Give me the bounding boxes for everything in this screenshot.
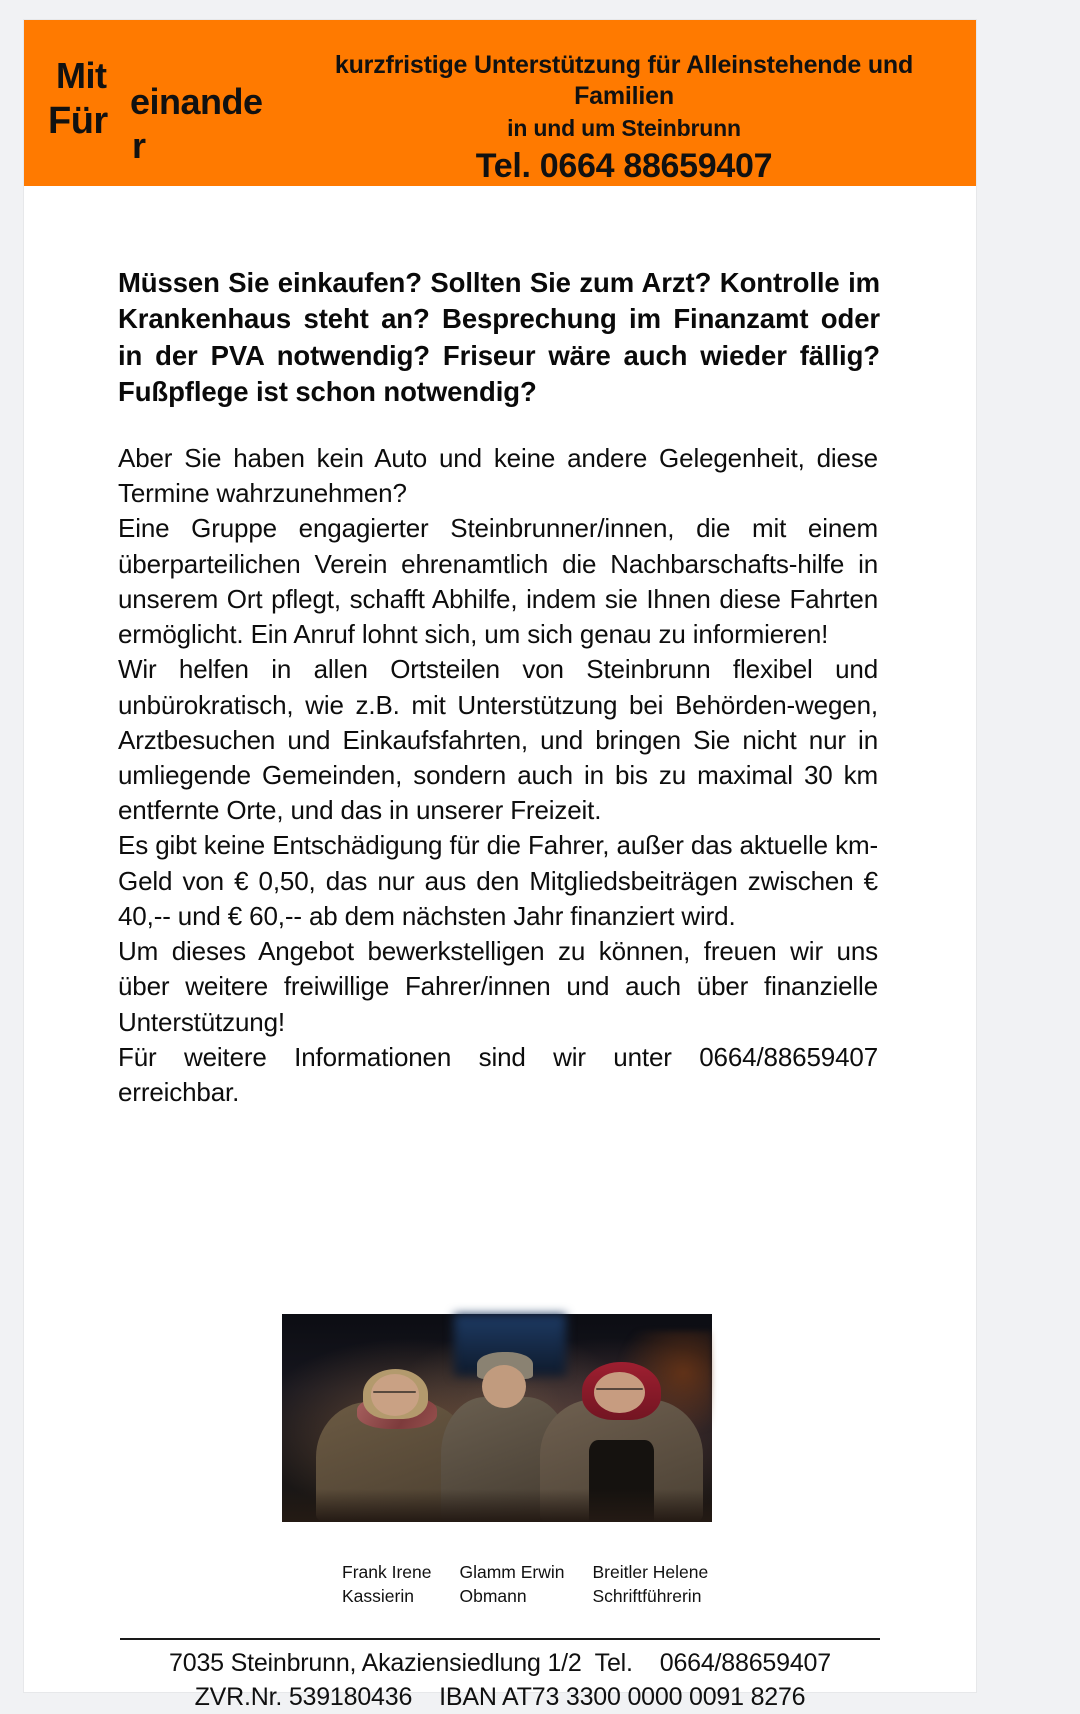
glasses-icon — [596, 1388, 643, 1390]
paragraph-5: Um dieses Angebot bewerkstelligen zu können, freuen wir uns über weitere freiwillige Fahrer/innen und auch über finanzielle Unterstützung! — [118, 936, 878, 1037]
footer-address: 7035 Steinbrunn, Akaziensiedlung 1/2 Tel. 0664/88659407 — [169, 1649, 831, 1677]
logo-word-mit: Mit — [56, 55, 107, 96]
paragraph-1: Aber Sie haben kein Auto und keine andere Gelegenheit, diese Termine wahrzunehmen? — [118, 443, 878, 509]
signatory-role: Obmann — [459, 1585, 527, 1606]
photo-person-left-face — [371, 1374, 419, 1416]
signatory-role: Schriftführerin — [592, 1585, 702, 1606]
banner-headline-secondary: in und um Steinbrunn — [507, 115, 741, 141]
association-logo — [48, 55, 298, 178]
logo-word-r: r — [132, 125, 147, 166]
paragraph-4: Es gibt keine Entschädigung für die Fahrer, außer das aktuelle km-Geld von € 0,50, das nur aus den Mitgliedsbeiträgen zwischen € 40,-- und € 60,-- ab dem nächsten Jahr finanziert wird. — [118, 830, 878, 931]
banner-phone: Tel. 0664 88659407 — [475, 146, 773, 185]
signatory-name: Glamm Erwin — [459, 1562, 565, 1582]
paragraph-6: Für weitere Informationen sind wir unter 0664/88659407 erreichbar. — [118, 1041, 878, 1107]
flyer-page — [24, 20, 976, 1711]
logo-word-einande: einande — [130, 81, 263, 122]
body-copy — [118, 441, 878, 1110]
signatory-name: Breitler Helene — [592, 1562, 709, 1582]
footer-divider — [120, 1638, 880, 1640]
paragraph-3: Wir helfen in allen Ortsteilen von Steinbrunn flexibel und unbürokratisch, wie z.B. mit Unterstützung bei Behörden-wegen, Arztbesuchen und Einkaufsfahrten, und bringen Sie nicht nur in umliegende Gemeinden, sondern auch in bis zu maximal 30 km entfernte Orte, und das in unserer Freizeit. — [118, 654, 878, 826]
group-photo — [282, 1314, 712, 1522]
paragraph-2: Eine Gruppe engagierter Steinbrunner/innen, die mit einem überparteilichen Verein ehrenamtlich die Nachbarschafts-hilfe in unserem Ort pflegt, schafft Abhilfe, indem sie Ihnen diese Fahrten ermöglicht. Ein Anruf lohnt sich, um sich genau zu informieren! — [118, 513, 878, 650]
header-banner — [24, 20, 976, 186]
photo-foreground — [282, 1489, 712, 1522]
photo-person-center-face — [482, 1365, 526, 1408]
footer-registration: ZVR.Nr. 539180436 IBAN AT73 3300 0000 0091 8276 — [194, 1683, 806, 1711]
banner-headline-primary: kurzfristige Unterstützung für Alleinstehende und Familien — [334, 51, 914, 110]
signatory-schriftfuehrerin — [593, 1561, 709, 1609]
glasses-icon — [373, 1391, 415, 1393]
logo-word-fuer: Für — [48, 100, 108, 142]
signatory-name: Frank Irene — [342, 1562, 432, 1582]
footer — [24, 1638, 976, 1713]
photo-person-right-face — [594, 1372, 645, 1413]
banner-text-block — [304, 50, 944, 186]
signatory-role: Kassierin — [342, 1585, 414, 1606]
signatory-kassierin — [342, 1561, 431, 1609]
signatory-obmann — [459, 1561, 564, 1609]
lead-questions: Müssen Sie einkaufen? Sollten Sie zum Arzt? Kontrolle im Krankenhaus steht an? Besprechung im Finanzamt oder in der PVA notwendig? Friseur wäre auch wieder fällig? Fußpflege ist schon notwendig? — [118, 267, 880, 407]
signatories-row — [342, 1561, 762, 1609]
